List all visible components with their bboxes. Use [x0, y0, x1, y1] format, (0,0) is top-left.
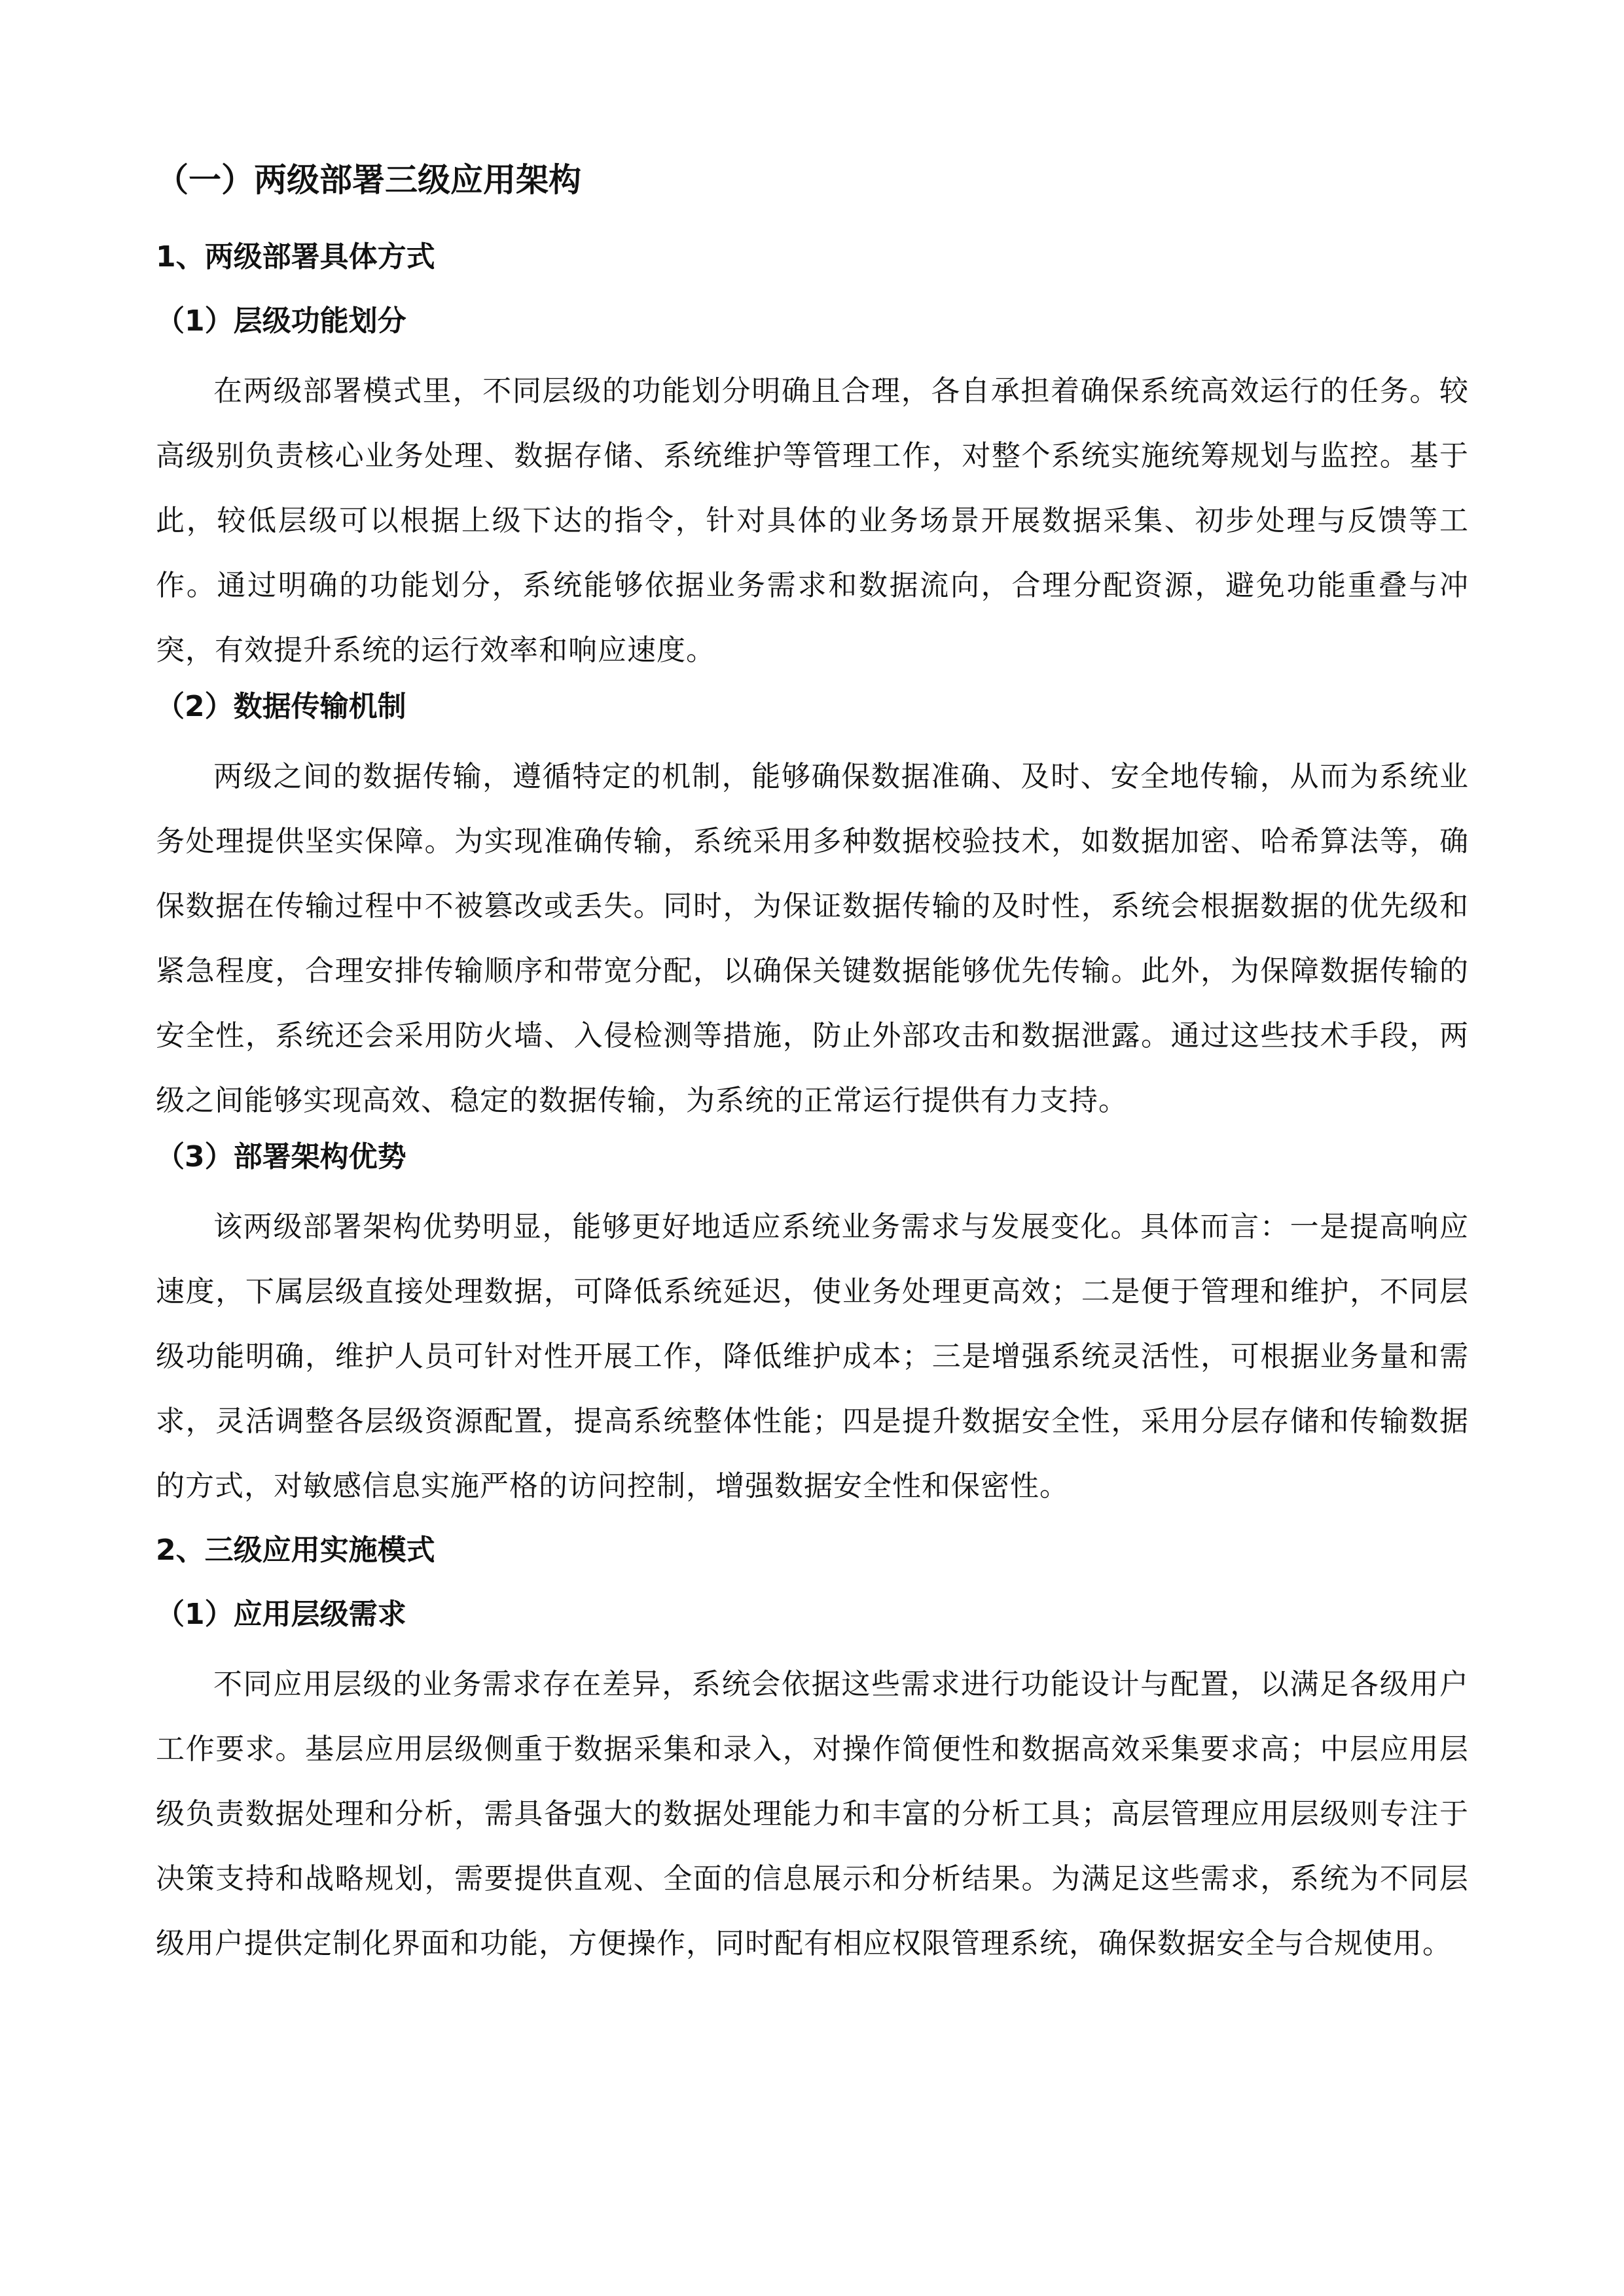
- section-heading: 2、三级应用实施模式: [156, 1534, 435, 1567]
- page-title: （一）两级部署三级应用架构: [156, 161, 581, 199]
- subsection-heading: （2）数据传输机制: [156, 690, 406, 723]
- body-paragraph: 不同应用层级的业务需求存在差异，系统会依据这些需求进行功能设计与配置，以满足各级用户工作要求。基层应用层级侧重于数据采集和录入，对操作简便性和数据高效采集要求高；中层应用层级负责数据处理和分析，需具备强大的数据处理能力和丰富的分析工具；高层管理应用层级则专注于决策支持和战略规划，需要提供直观、全面的信息展示和分析结果。为满足这些需求，系统为不同层级用户提供定制化界面和功能，方便操作，同时配有相应权限管理系统，确保数据安全与合规使用。: [156, 1668, 1469, 1960]
- document-page: [156, 157, 1469, 1979]
- subsection-heading: （1）层级功能划分: [156, 304, 406, 338]
- subsection-heading: （1）应用层级需求: [156, 1598, 406, 1631]
- body-paragraph: 在两级部署模式里，不同层级的功能划分明确且合理，各自承担着确保系统高效运行的任务。较高级别负责核心业务处理、数据存储、系统维护等管理工作，对整个系统实施统筹规划与监控。基于此，较低层级可以根据上级下达的指令，针对具体的业务场景开展数据采集、初步处理与反馈等工作。通过明确的功能划分，系统能够依据业务需求和数据流向，合理分配资源，避免功能重叠与冲突，有效提升系统的运行效率和响应速度。: [156, 374, 1469, 667]
- subsection-heading: （3）部署架构优势: [156, 1140, 406, 1174]
- body-paragraph: 该两级部署架构优势明显，能够更好地适应系统业务需求与发展变化。具体而言：一是提高响应速度，下属层级直接处理数据，可降低系统延迟，使业务处理更高效；二是便于管理和维护，不同层级功能明确，维护人员可针对性开展工作，降低维护成本；三是增强系统灵活性，可根据业务量和需求，灵活调整各层级资源配置，提高系统整体性能；四是提升数据安全性，采用分层存储和传输数据的方式，对敏感信息实施严格的访问控制，增强数据安全性和保密性。: [156, 1210, 1469, 1503]
- body-paragraph: 两级之间的数据传输，遵循特定的机制，能够确保数据准确、及时、安全地传输，从而为系统业务处理提供坚实保障。为实现准确传输，系统采用多种数据校验技术，如数据加密、哈希算法等，确保数据在传输过程中不被篡改或丢失。同时，为保证数据传输的及时性，系统会根据数据的优先级和紧急程度，合理安排传输顺序和带宽分配，以确保关键数据能够优先传输。此外，为保障数据传输的安全性，系统还会采用防火墙、入侵检测等措施，防止外部攻击和数据泄露。通过这些技术手段，两级之间能够实现高效、稳定的数据传输，为系统的正常运行提供有力支持。: [156, 760, 1469, 1117]
- section-heading: 1、两级部署具体方式: [156, 240, 435, 274]
